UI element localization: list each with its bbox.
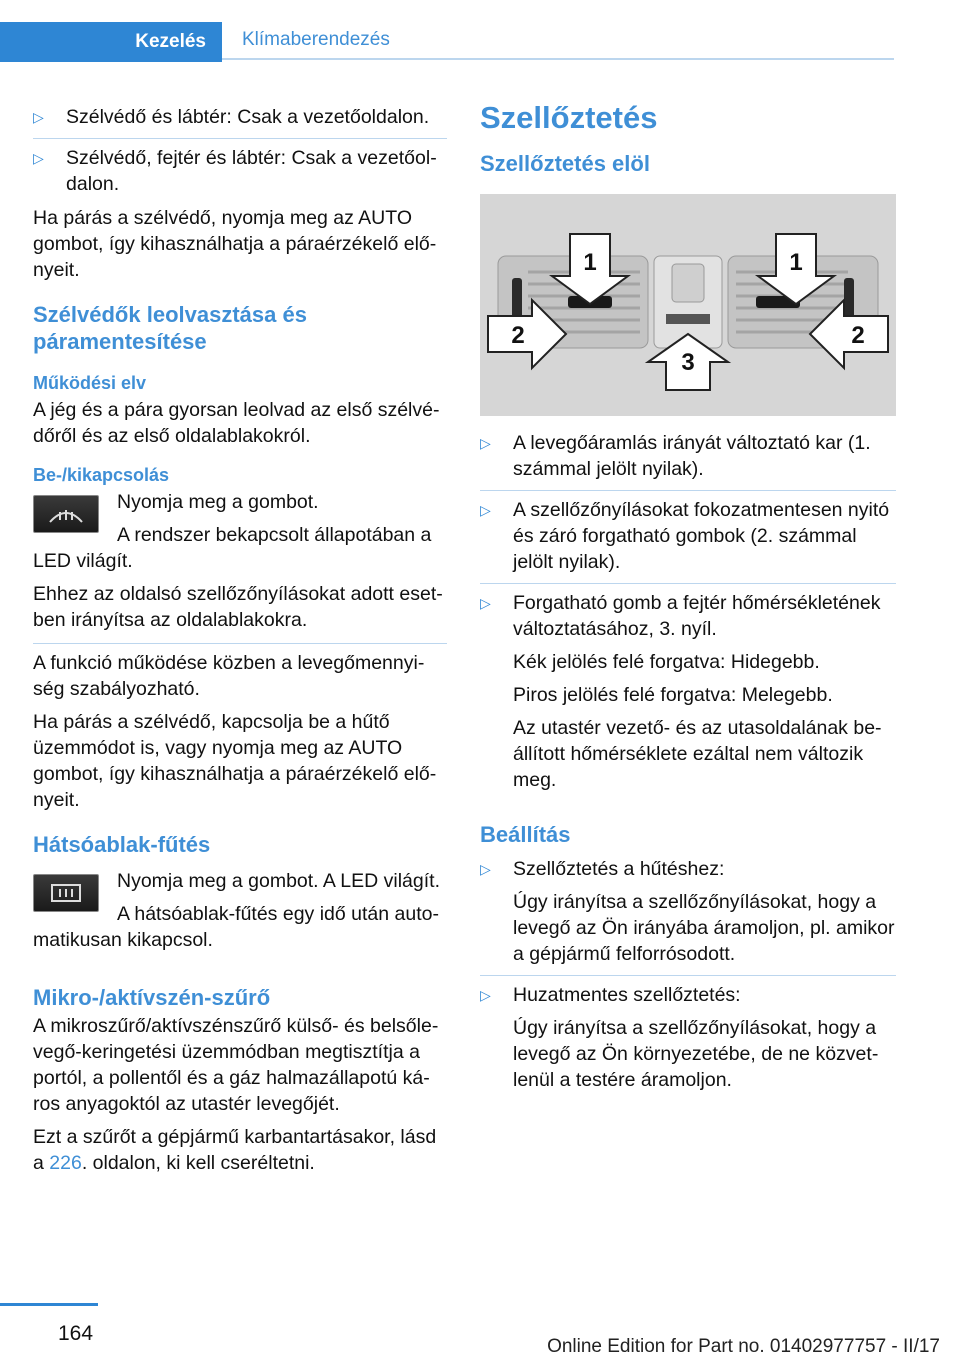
list-item-text: Szélvédő, fejtér és lábtér: Csak a vezetőoldalon. (66, 147, 437, 195)
list-item (480, 590, 896, 793)
list-item (480, 856, 896, 967)
filter-change-post: . oldalon, ki kell cseréltetni. (81, 1152, 315, 1174)
triangle-bullet-icon: ▷ (33, 109, 44, 125)
rear-line2: A hátsóablak-fűtés egy idő után automatikusan kikapcsol. (33, 903, 439, 951)
list-item-text: Forgatható gomb a fejtér hőmérsékletének változtatásához, 3. nyíl. (513, 592, 881, 640)
edition-note: Online Edition for Part no. 01402977757 - II/17 (547, 1336, 940, 1357)
heading-setting: Beállítás (480, 822, 571, 847)
triangle-bullet-icon: ▷ (480, 861, 491, 877)
figure-label-1-right: 1 (789, 249, 803, 276)
list-item-blue: Kék jelölés felé forgatva: Hidegebb. (513, 651, 820, 673)
divider (480, 490, 896, 491)
rear-line1: Nyomja meg a gombot. A LED világít. (117, 870, 440, 892)
page-number: 164 (58, 1322, 94, 1345)
paragraph-principle: A jég és a pára gyorsan leolvad az első szélvédőről és az első oldalablakokról. (33, 399, 440, 447)
list-item-text: A levegőáramlás irányát változtató kar (1. számmal jelölt nyilak). (513, 432, 871, 480)
footer-rule (0, 1303, 98, 1306)
list-item-red: Piros jelölés felé forgatva: Melegebb. (513, 684, 833, 706)
divider (480, 583, 896, 584)
heading-rear-heating: Hátsóablak-fűtés (33, 832, 211, 857)
filter-change-pre: Ezt a szűrőt a gépjármű karbantartásakor, lásd a (33, 1126, 437, 1174)
divider (33, 643, 447, 644)
left-column (33, 104, 447, 1183)
paragraph-air-amount: A funkció működése közben a levegőmennyiség szabályozható. (33, 652, 425, 700)
heading-filter: Mikro-/aktívszén-szűrő (33, 985, 271, 1010)
paragraph-filter: A mikroszűrő/aktívszénszűrő külső- és belsőlevegő-keringetési üzemmódban megtisztítja a portól, a pollentől és a gáz halmazállapotú káros anyagoktól az utastér levegőjét. (33, 1015, 439, 1115)
divider (480, 975, 896, 976)
triangle-bullet-icon: ▷ (480, 435, 491, 451)
list-item-note: Az utastér vezető- és az utasoldalának beállított hőmérséklete ezáltal nem változik meg. (513, 717, 882, 791)
list-item-detail: Úgy irányítsa a szellőzőnyílásokat, hogy a levegő az Ön irányába áramoljon, pl. amikor a gépjármű felforrósodott. (513, 891, 895, 965)
vent-figure (480, 194, 896, 416)
onoff-line1: Nyomja meg a gombot. (117, 491, 319, 513)
right-column (480, 98, 896, 1101)
list-item-text: Huzatmentes szellőztetés: (513, 984, 741, 1006)
list-item (480, 982, 896, 1093)
list-item-detail: Úgy irányítsa a szellőzőnyílásokat, hogy a levegő az Ön környezetébe, de ne közvetlenül a testére áramoljon. (513, 1017, 879, 1091)
figure-label-2-left: 2 (511, 322, 525, 349)
divider (33, 138, 447, 139)
figure-label-2-right: 2 (851, 322, 865, 349)
heading-ventilation: Szellőztetés (480, 100, 658, 135)
heading-principle: Működési elv (33, 373, 147, 393)
list-item (33, 145, 447, 197)
list-item (33, 104, 447, 130)
onoff-line2: A rendszer bekapcsolt állapotában a LED világít. (33, 524, 432, 572)
list-item-text: Szellőztetés a hűtéshez: (513, 858, 725, 880)
heading-front-ventilation: Szellőztetés elöl (480, 151, 650, 176)
list-item (480, 497, 896, 575)
rear-window-heating-icon (33, 874, 99, 912)
paragraph-filter-change (33, 1124, 447, 1176)
figure-label-3: 3 (681, 349, 695, 376)
triangle-bullet-icon: ▷ (480, 595, 491, 611)
paragraph-side-vents: Ehhez az oldalsó szellőzőnyílásokat adott esetben irányítsa az oldalablakokra. (33, 583, 443, 631)
header-tabs (0, 22, 894, 62)
list-item-text: A szellőzőnyílásokat fokozatmentesen nyitó és záró forgatható gombok (2. számmal jelölt nyilak). (513, 499, 890, 573)
page-ref-link[interactable]: 226 (49, 1152, 82, 1174)
tab-klimaberendezes[interactable]: Klímaberendezés (222, 22, 894, 60)
list-item-text: Szélvédő és lábtér: Csak a vezetőoldalon. (66, 106, 430, 128)
triangle-bullet-icon: ▷ (33, 150, 44, 166)
figure-label-1-left: 1 (583, 249, 597, 276)
triangle-bullet-icon: ▷ (480, 987, 491, 1003)
paragraph-cooling: Ha párás a szélvédő, kapcsolja be a hűtő üzemmódot is, vagy nyomja meg az AUTO gombot, így kihasználhatja a páraérzékelő előnyeit. (33, 711, 437, 811)
list-item (480, 430, 896, 482)
paragraph-fog: Ha párás a szélvédő, nyomja meg az AUTO gombot, így kihasználhatja a páraérzékelő előnyeit. (33, 207, 437, 281)
defrost-button-icon (33, 495, 99, 533)
heading-defrost: Szélvédők leolvasztása és páramentesítése (33, 302, 307, 354)
heading-onoff: Be-/kikapcsolás (33, 465, 170, 485)
triangle-bullet-icon: ▷ (480, 502, 491, 518)
tab-kezeles[interactable]: Kezelés (0, 22, 222, 62)
